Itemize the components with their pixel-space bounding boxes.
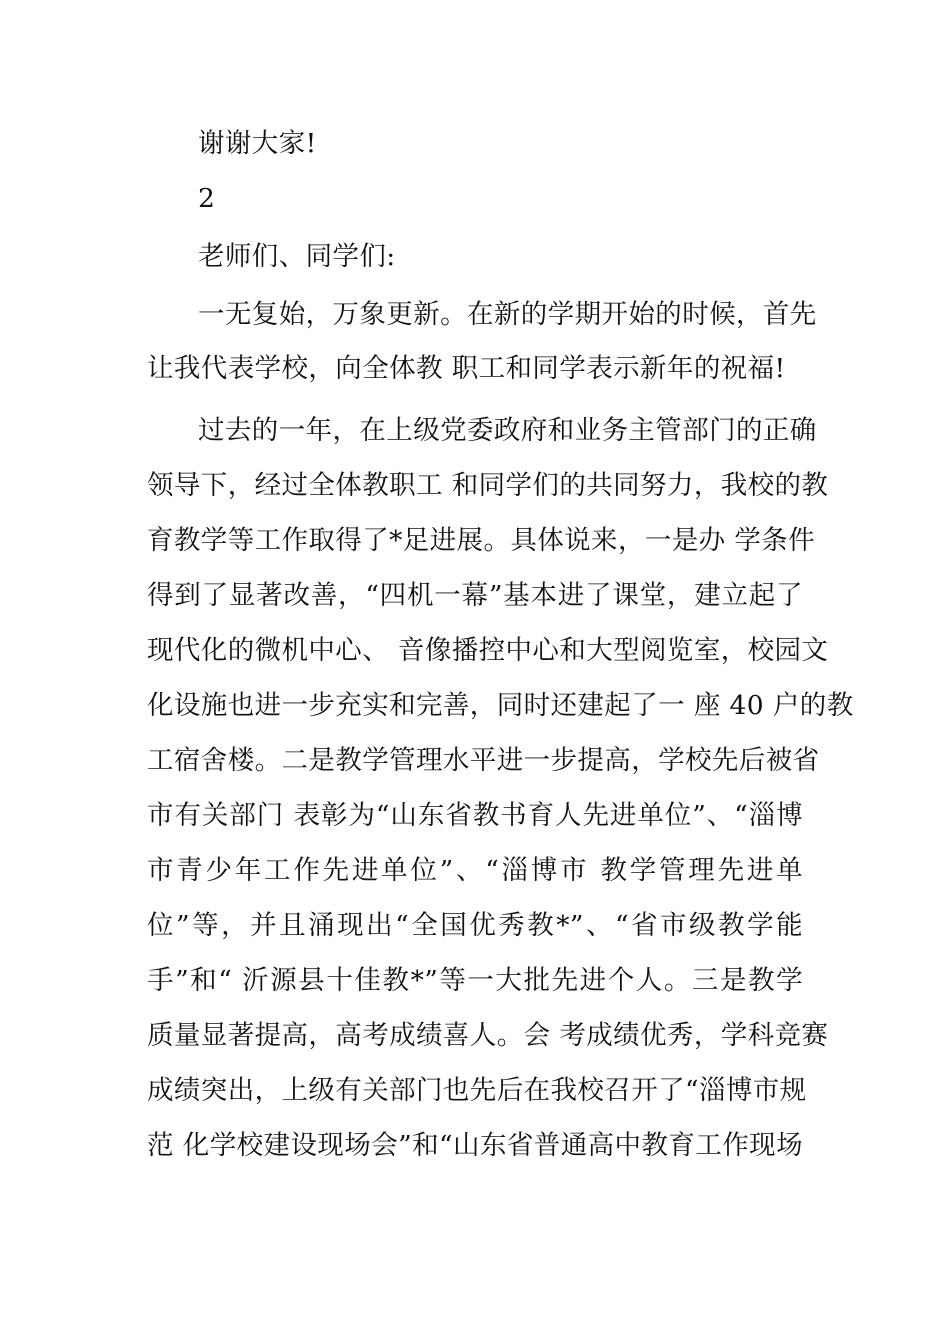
paragraph-line: 工宿舍楼。二是教学管理水平进一步提高，学校先后被省 xyxy=(147,745,820,776)
paragraph-line: 化设施也进一步充实和完善，同时还建起了一 座 40 户的教 xyxy=(147,690,854,721)
paragraph-line: 现代化的微机中心、 音像播控中心和大型阅览室，校园文 xyxy=(147,635,829,666)
section-number: 2 xyxy=(198,183,216,214)
paragraph-line: 得到了显著改善，“四机一幕”基本进了课堂，建立起了 xyxy=(147,580,803,611)
paragraph-line: 过去的一年，在上级党委政府和业务主管部门的正确 xyxy=(198,415,817,446)
paragraph-line: 位”等，并且涌现出“全国优秀教*”、“省市级教学能 xyxy=(147,910,803,941)
greeting-line: 老师们、同学们: xyxy=(198,241,396,272)
paragraph-line: 成绩突出，上级有关部门也先后在我校召开了“淄博市规 xyxy=(147,1075,807,1106)
closing-line: 谢谢大家! xyxy=(198,128,317,159)
paragraph-line: 一无复始，万象更新。在新的学期开始的时候，首先 xyxy=(198,299,817,330)
paragraph-line: 手”和“ 沂源县十佳教*”等一大批先进个人。三是教学 xyxy=(147,965,803,996)
paragraph-line: 市青少年工作先进单位”、“淄博市 教学管理先进单 xyxy=(147,855,803,886)
paragraph-line: 育教学等工作取得了*足进展。具体说来，一是办 学条件 xyxy=(147,525,816,556)
paragraph-line: 领导下，经过全体教职工 和同学们的共同努力，我校的教 xyxy=(147,470,829,501)
paragraph-line: 让我代表学校，向全体教 职工和同学表示新年的祝福! xyxy=(147,353,786,384)
paragraph-line: 市有关部门 表彰为“山东省教书育人先进单位”、“淄博 xyxy=(147,800,803,831)
paragraph-line: 范 化学校建设现场会”和“山东省普通高中教育工作现场 xyxy=(147,1130,803,1161)
paragraph-line: 质量显著提高，高考成绩喜人。会 考成绩优秀，学科竞赛 xyxy=(147,1020,829,1051)
